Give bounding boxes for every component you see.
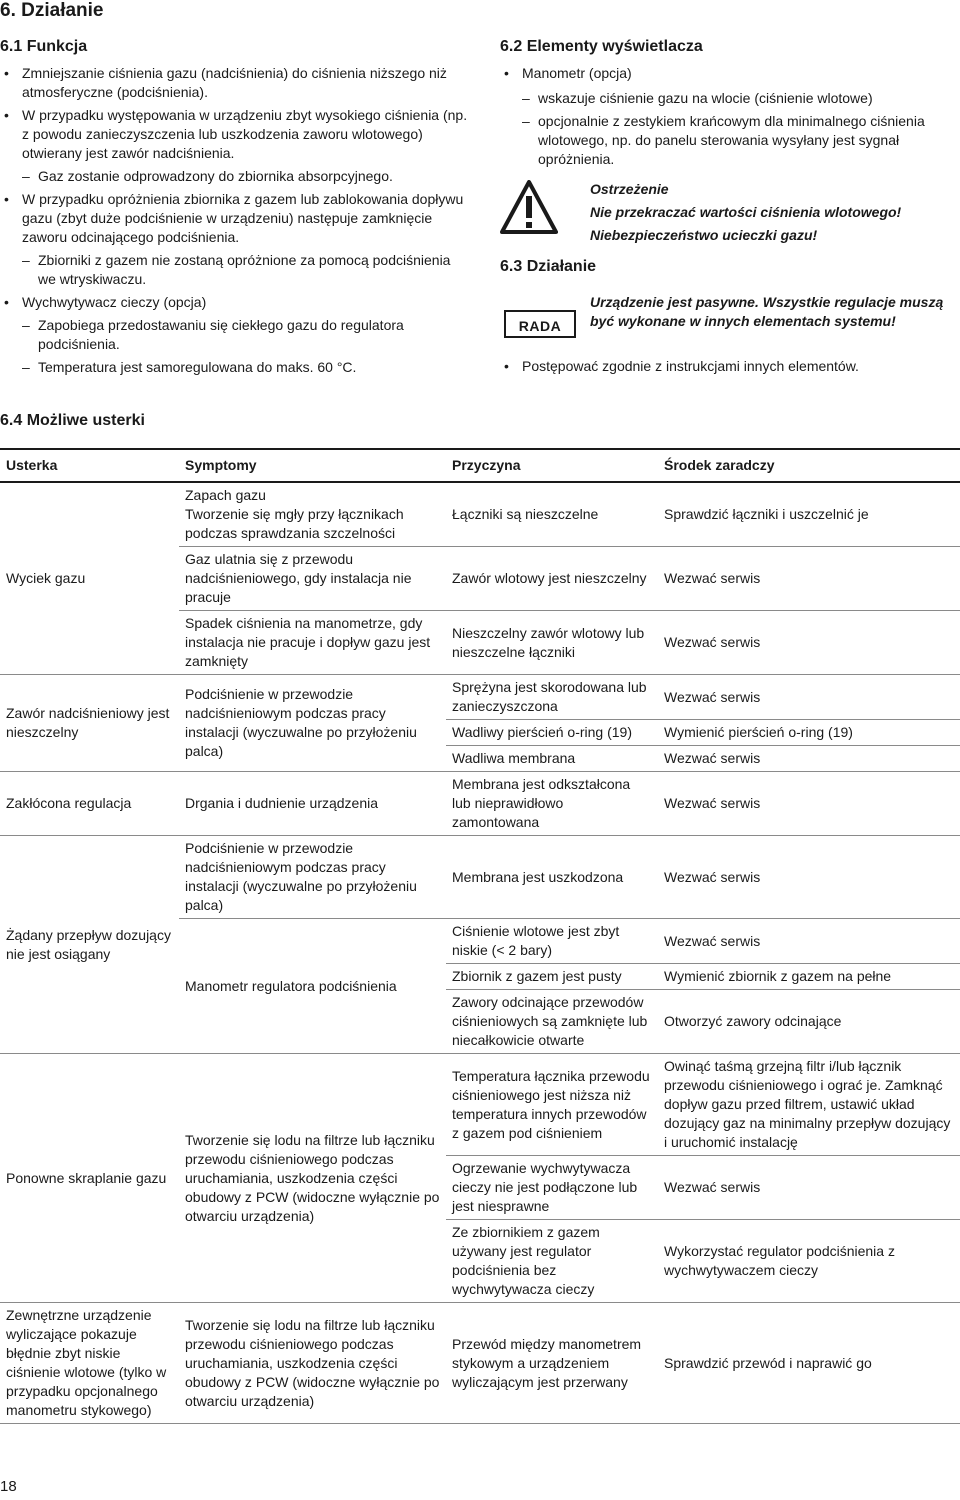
funkcja-dash: – Gaz zostanie odprowadzony do zbiornika absorpcyjnego. [0,167,468,186]
cell-symptomy: Spadek ciśnienia na manometrze, gdy instalacja nie pracuje i dopływ gazu jest zamknięty [179,611,446,675]
table-row [0,1054,960,1156]
cell-srodek-zaradczy: Owinąć taśmą grzejną filtr i/lub łącznik przewodu ciśnieniowego i ograć je. Zamknąć dopływ gazu przed filtrem, ustawić układ dozujący gaz na minimalny przepływ dozujący i uruchomić instalację [658,1054,960,1156]
elementy-title: 6.2 Elementy wyświetlacza [500,38,703,55]
cell-srodek-zaradczy: Sprawdzić przewód i naprawić go [658,1303,960,1424]
cell-srodek-zaradczy: Wezwać serwis [658,772,960,836]
cell-srodek-zaradczy: Wymienić pierścień o-ring (19) [658,720,960,746]
elementy-bullet: • Manometr (opcja) [500,64,955,83]
funkcja-bullet: • Zmniejszanie ciśnienia gazu (nadciśnienia) do ciśnienia niższego niż atmosferyczne (podciśnienia). [0,64,468,102]
cell-przyczyna: Wadliwa membrana [446,746,658,772]
warning-box [590,178,958,247]
section-title: 6. Działanie [0,0,104,21]
header-srodek-zaradczy: Środek zaradczy [658,449,960,482]
cell-przyczyna: Wadliwy pierścień o-ring (19) [446,720,658,746]
cell-usterka: Żądany przepływ dozujący nie jest osiągany [0,836,179,1054]
cell-przyczyna: Przewód między manometrem stykowym a urządzeniem wyliczającym jest przerwany [446,1303,658,1424]
funkcja-dash: – Temperatura jest samoregulowana do maks. 60 °C. [0,358,468,377]
dzialanie-bullet: • Postępować zgodnie z instrukcjami innych elementów. [500,357,955,376]
cell-usterka: Zakłócona regulacja [0,772,179,836]
header-symptomy: Symptomy [179,449,446,482]
funkcja-bullet: • W przypadku występowania w urządzeniu zbyt wysokiego ciśnienia (np. z powodu zanieczyszczenia lub uszkodzenia zaworu wlotowego) otwierany jest zawór nadciśnienia. [0,106,468,163]
cell-symptomy: Zapach gazu Tworzenie się mgły przy łącznikach podczas sprawdzania szczelności [179,482,446,547]
cell-przyczyna: Zawór wlotowy jest nieszczelny [446,547,658,611]
elementy-dash-2: – opcjonalnie z zestykiem krańcowym dla minimalnego ciśnienia wlotowego, np. do panelu sterowania wysyłany jest sygnał opróżnienia. [500,112,955,169]
cell-symptomy: Tworzenie się lodu na filtrze lub łączniku przewodu ciśnieniowego podczas uruchamiania, uszkodzenia części obudowy z PCW (widoczne wyłącznie po otwarciu urządzenia) [179,1303,446,1424]
header-usterka: Usterka [0,449,179,482]
cell-srodek-zaradczy: Wezwać serwis [658,611,960,675]
warning-heading: Ostrzeżenie [590,181,669,197]
cell-srodek-zaradczy: Wezwać serwis [658,919,960,964]
cell-przyczyna: Łączniki są nieszczelne [446,482,658,547]
cell-symptomy: Podciśnienie w przewodzie nadciśnieniowym podczas pracy instalacji (wyczuwalne po przyłożeniu palca) [179,675,446,772]
cell-usterka: Wyciek gazu [0,482,179,675]
cell-przyczyna: Membrana jest uszkodzona [446,836,658,919]
funkcja-bullet: • W przypadku opróżnienia zbiornika z gazem lub zablokowania dopływu gazu (zbyt duże podciśnienie w urządzeniu) następuje zamknięcie zaworu odcinającego podciśnienia. [0,190,468,247]
cell-symptomy: Manometr regulatora podciśnienia [179,919,446,1054]
cell-przyczyna: Nieszczelny zawór wlotowy lub nieszczelne łączniki [446,611,658,675]
cell-symptomy: Podciśnienie w przewodzie nadciśnieniowym podczas pracy instalacji (wyczuwalne po przyłożeniu palca) [179,836,446,919]
dzialanie-title: 6.3 Działanie [500,258,597,275]
table-row [0,772,960,836]
table-row [0,675,960,720]
cell-srodek-zaradczy: Wezwać serwis [658,746,960,772]
funkcja-title: 6.1 Funkcja [0,38,88,55]
cell-przyczyna: Zawory odcinające przewodów ciśnieniowych są zamknięte lub niecałkowicie otwarte [446,990,658,1054]
usterki-title: 6.4 Możliwe usterki [0,412,145,429]
warning-triangle-icon [500,180,558,234]
cell-przyczyna: Temperatura łącznika przewodu ciśnieniowego jest niższa niż temperatura innych przewodów z gazem pod ciśnieniem [446,1054,658,1156]
cell-srodek-zaradczy: Otworzyć zawory odcinające [658,990,960,1054]
page-number: 18 [0,1478,17,1495]
header-przyczyna: Przyczyna [446,449,658,482]
cell-usterka: Zawór nadciśnieniowy jest nieszczelny [0,675,179,772]
cell-usterka: Zewnętrzne urządzenie wyliczające pokazuje błędnie zbyt niskie ciśnienie wlotowe (tylko w przypadku opcjonalnego manometru stykowego) [0,1303,179,1424]
table-row [0,1303,960,1424]
cell-przyczyna: Membrana jest odkształcona lub nieprawidłowo zamontowana [446,772,658,836]
cell-srodek-zaradczy: Sprawdzić łączniki i uszczelnić je [658,482,960,547]
table-row [0,836,960,919]
cell-srodek-zaradczy: Wezwać serwis [658,836,960,919]
funkcja-dash: – Zapobiega przedostawaniu się ciekłego gazu do regulatora podciśnienia. [0,316,468,354]
elementy-dash-1: – wskazuje ciśnienie gazu na wlocie (ciśnienie wlotowe) [500,89,955,108]
cell-przyczyna: Ciśnienie wlotowe jest zbyt niskie (< 2 bary) [446,919,658,964]
cell-symptomy: Drgania i dudnienie urządzenia [179,772,446,836]
cell-symptomy: Tworzenie się lodu na filtrze lub łączniku przewodu ciśnieniowego podczas uruchamiania, uszkodzenia części obudowy z PCW (widoczne wyłącznie po otwarciu urządzenia) [179,1054,446,1303]
cell-przyczyna: Sprężyna jest skorodowana lub zanieczyszczona [446,675,658,720]
funkcja-list [0,64,468,381]
rada-label: RADA [504,310,576,338]
dzialanie-list [500,357,955,376]
cell-srodek-zaradczy: Wezwać serwis [658,547,960,611]
cell-srodek-zaradczy: Wezwać serwis [658,675,960,720]
troubleshooting-table [0,448,960,1424]
warning-line-2: Niebezpieczeństwo ucieczki gazu! [590,227,818,243]
warning-line-1: Nie przekraczać wartości ciśnienia wlotowego! [590,204,902,220]
rada-text: Urządzenie jest pasywne. Wszystkie regulacje muszą być wykonane w innych elementach systemu! [590,294,944,329]
table-header-row [0,449,960,482]
cell-przyczyna: Ogrzewanie wychwytywacza cieczy nie jest podłączone lub jest niesprawne [446,1156,658,1220]
cell-symptomy: Gaz ulatnia się z przewodu nadciśnieniowego, gdy instalacja nie pracuje [179,547,446,611]
funkcja-bullet: • Wychwytywacz cieczy (opcja) [0,293,468,312]
cell-przyczyna: Ze zbiornikiem z gazem używany jest regulator podciśnienia bez wychwytywacza cieczy [446,1220,658,1303]
cell-srodek-zaradczy: Wykorzystać regulator podciśnienia z wychwytywaczem cieczy [658,1220,960,1303]
cell-srodek-zaradczy: Wymienić zbiornik z gazem na pełne [658,964,960,990]
elementy-list [500,64,955,169]
cell-przyczyna: Zbiornik z gazem jest pusty [446,964,658,990]
cell-usterka: Ponowne skraplanie gazu [0,1054,179,1303]
funkcja-dash: – Zbiorniki z gazem nie zostaną opróżnione za pomocą podciśnienia we wtryskiwaczu. [0,251,468,289]
table-row [0,482,960,547]
cell-srodek-zaradczy: Wezwać serwis [658,1156,960,1220]
